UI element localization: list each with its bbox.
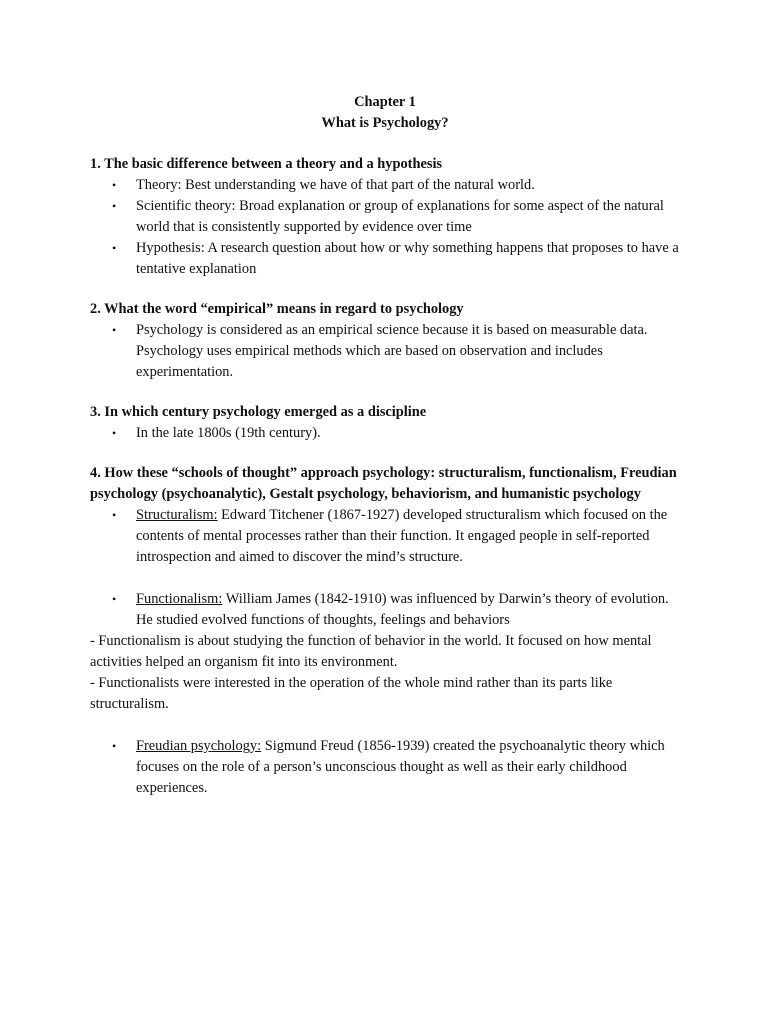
term-label: Functionalism:: [136, 591, 223, 607]
bullet-list: [90, 505, 680, 568]
bullet-icon: •: [112, 199, 117, 213]
bullet-icon: •: [112, 508, 117, 522]
list-item-text: Hypothesis: A research question about how or why something happens that proposes to have a tentative explanation: [136, 240, 679, 277]
section-heading: 2. What the word “empirical” means in regard to psychology: [90, 301, 464, 317]
section-century: [90, 402, 680, 444]
bullet-list: [90, 589, 680, 631]
list-item-text: Sigmund Freud (1856-1939) created the psychoanalytic theory which focuses on the role of a person’s unconscious thought as well as their early childhood experiences.: [136, 738, 665, 796]
spacer: [90, 568, 680, 589]
section-heading: 4. How these “schools of thought” approach psychology: structuralism, functionalism, Freudian psychology (psychoanalytic), Gestalt psychology, behaviorism, and humanistic psychology: [90, 465, 677, 502]
document-page: [90, 92, 680, 799]
bullet-icon: •: [112, 323, 117, 337]
bullet-list: [90, 320, 680, 383]
list-item: [90, 238, 680, 280]
bullet-list: [90, 175, 680, 280]
bullet-icon: •: [112, 426, 117, 440]
list-item: [90, 320, 680, 383]
list-item-text: Edward Titchener (1867-1927) developed structuralism which focused on the contents of mental processes rather than their function. It engaged people in self-reported introspection and aimed to discover the mind’s structure.: [136, 507, 668, 565]
bullet-list: [90, 736, 680, 799]
bullet-icon: •: [112, 178, 117, 192]
list-item: [90, 175, 680, 196]
bullet-icon: •: [112, 739, 117, 753]
list-item: [90, 423, 680, 444]
term-label: Freudian psychology:: [136, 738, 262, 754]
section-schools-of-thought: [90, 463, 680, 799]
list-item-text: In the late 1800s (19th century).: [136, 425, 321, 441]
list-item: [90, 196, 680, 238]
bullet-icon: •: [112, 241, 117, 255]
list-item-functionalism: [90, 589, 680, 631]
list-item-text: Scientific theory: Broad explanation or group of explanations for some aspect of the natural world that is consistently supported by evidence over time: [136, 198, 664, 235]
list-item-freudian: [90, 736, 680, 799]
note-line: - Functionalists were interested in the operation of the whole mind rather than its parts like structuralism.: [90, 675, 613, 712]
list-item-structuralism: [90, 505, 680, 568]
bullet-icon: •: [112, 592, 117, 606]
bullet-list: [90, 423, 680, 444]
section-empirical: [90, 299, 680, 383]
section-heading: 1. The basic difference between a theory and a hypothesis: [90, 156, 443, 172]
spacer: [90, 715, 680, 736]
chapter-number: Chapter 1: [354, 94, 416, 110]
chapter-title: What is Psychology?: [321, 115, 449, 131]
note-line: - Functionalism is about studying the function of behavior in the world. It focused on how mental activities helped an organism fit into its environment.: [90, 633, 652, 670]
list-item-text: Theory: Best understanding we have of that part of the natural world.: [136, 177, 535, 193]
list-item-text: William James (1842-1910) was influenced by Darwin’s theory of evolution. He studied evolved functions of thoughts, feelings and behaviors: [136, 591, 669, 628]
section-theory-hypothesis: [90, 154, 680, 280]
list-item-text: Psychology is considered as an empirical science because it is based on measurable data. Psychology uses empirical methods which are based on observation and includes experimentation.: [136, 322, 648, 380]
section-heading: 3. In which century psychology emerged as a discipline: [90, 404, 427, 420]
term-label: Structuralism:: [136, 507, 218, 523]
